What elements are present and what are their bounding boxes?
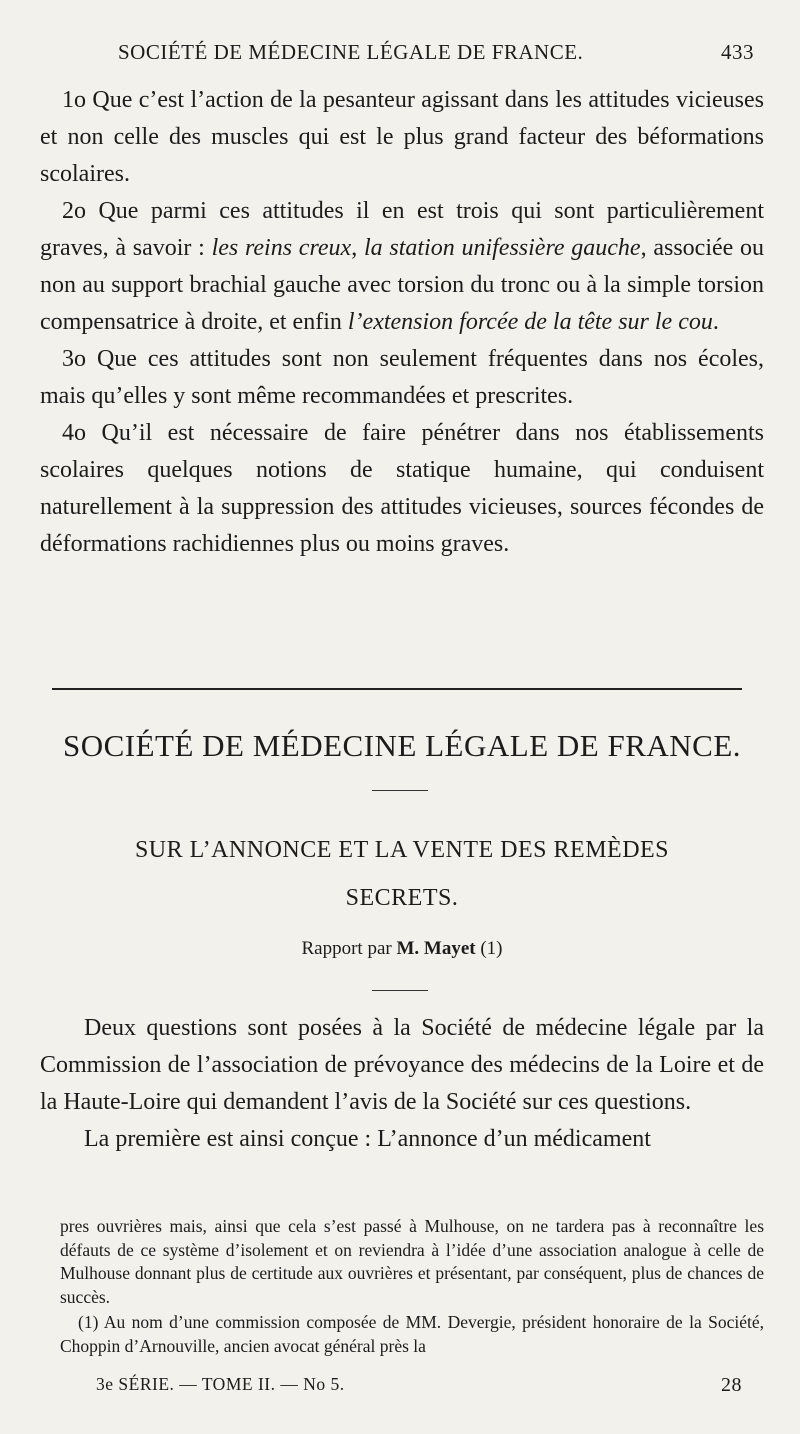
footnote-1: (1) Au nom d’une commission composée de MM. Devergie, président honoraire de la Société, Choppin d’Arnouville, ancien avocat général près la — [60, 1312, 764, 1356]
author-name: M. Mayet — [396, 938, 476, 959]
conclusion-paragraph: 4o Qu’il est nécessaire de faire pénétrer dans nos établissements scolaires quelques notions de statique humaine, qui conduisent naturellement à la suppression des attitudes vicieuses, sources fécondes de déformations rachidiennes plus ou moins graves. — [40, 420, 764, 557]
section-title: SOCIÉTÉ DE MÉDECINE LÉGALE DE FRANCE. — [62, 728, 742, 763]
italic-term: les reins creux — [211, 235, 352, 261]
conclusion-paragraph: 1o Que c’est l’action de la pesanteur agissant dans les attitudes vicieuses et non celle des muscles qui est le plus grand facteur des béformations scolaires. — [40, 87, 764, 187]
page-number: 433 — [721, 40, 754, 64]
article-title-line: SUR L’ANNONCE ET LA VENTE DES REMÈDES — [134, 837, 670, 863]
body-paragraph: La première est ainsi conçue : L’annonce d’un médicament — [84, 1126, 651, 1152]
article-body — [40, 1010, 764, 1158]
footnote-ref: (1) — [475, 938, 503, 959]
conclusion-paragraph: 3o Que ces attitudes sont non seulement fréquentes dans nos écoles, mais qu’elles y sont même recommandées et prescrites. — [40, 346, 764, 409]
running-head — [118, 40, 754, 65]
byline: Rapport par M. Mayet (1) — [301, 938, 503, 959]
article-title — [40, 826, 764, 922]
italic-term: l’extension forcée de la tête sur le cou — [347, 309, 713, 335]
article-title-line: SECRETS. — [345, 885, 459, 911]
italic-term: la station unifessière gauche — [363, 235, 641, 261]
short-divider — [372, 990, 428, 991]
body-paragraph: Deux questions sont posées à la Société de médecine légale par la Commission de l’association de prévoyance des médecins de la Loire et de la Haute-Loire qui demandent l’avis de la Société sur ces questions. — [40, 1015, 764, 1115]
footnote-continuation: pres ouvrières mais, ainsi que cela s’est passé à Mulhouse, on ne tardera pas à reconnaître les défauts de ce système d’isolement et on reviendra à l’idée d’une association analogue à celle de Mulhouse donnant plus de certitude aux ouvrières et présentant, par conséquent, plus de chances de succès. — [60, 1216, 764, 1307]
footnotes — [60, 1215, 764, 1358]
signature-line — [96, 1374, 742, 1395]
conclusions-list — [40, 82, 764, 563]
running-title: SOCIÉTÉ DE MÉDECINE LÉGALE DE FRANCE. — [118, 40, 584, 64]
conclusion-paragraph: 2o Que parmi ces attitudes il en est trois qui sont particulièrement graves, à savoir : les reins creux, la station unifessière gauche, associée ou non au support brachial gauche avec torsion du tronc ou à la simple torsion compensatrice à droite, et enfin l’extension forcée de la tête sur le cou. — [40, 198, 765, 335]
section-divider — [52, 688, 742, 690]
short-divider — [372, 790, 428, 791]
sheet-number: 28 — [721, 1374, 742, 1396]
series-info: 3e SÉRIE. — TOME II. — No 5. — [96, 1374, 345, 1394]
